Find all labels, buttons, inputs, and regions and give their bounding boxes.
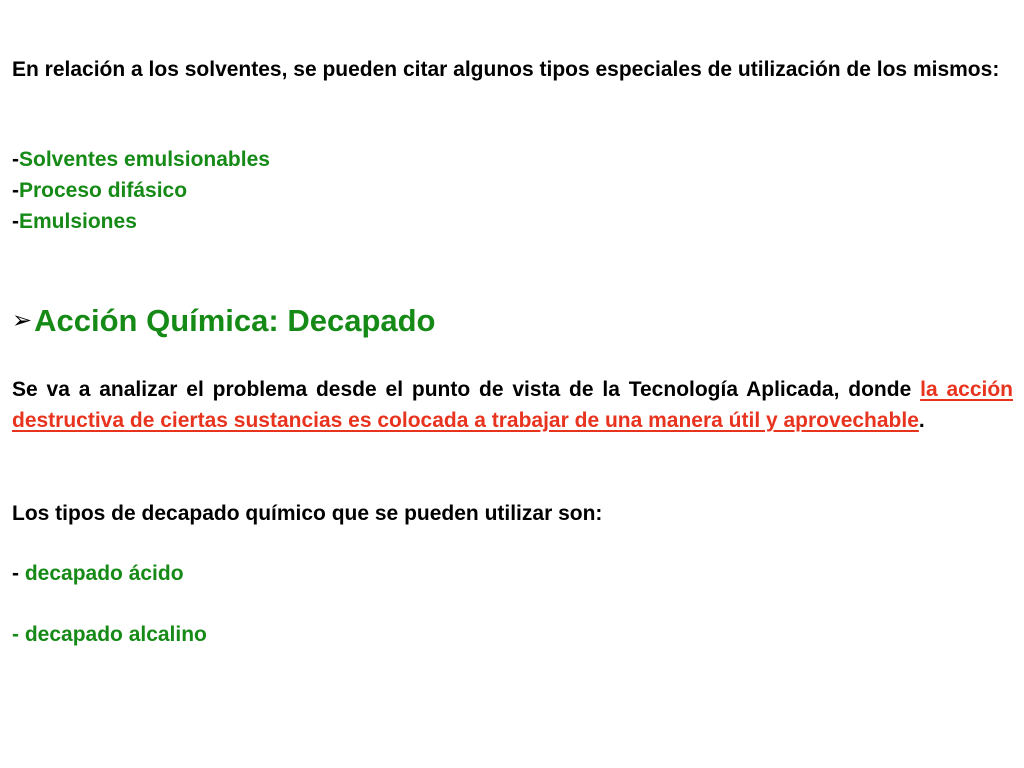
analysis-text: Se va a analizar el problema desde el punto de vista de la Tecnología Aplicada, donde — [12, 378, 921, 401]
decapado-types-intro: Los tipos de decapado químico que se pueden utilizar son: — [12, 502, 603, 525]
list-item-label: Proceso difásico — [19, 179, 188, 202]
list-item-label: decapado ácido — [24, 562, 184, 585]
decapado-list-item — [12, 558, 184, 589]
list-dash: - — [12, 623, 25, 646]
list-dash: - — [12, 210, 19, 233]
list-item-label: decapado alcalino — [24, 623, 207, 646]
list-item-label: Solventes emulsionables — [19, 148, 270, 171]
solvent-list-item — [12, 206, 137, 237]
highlighted-phrase: la acción destructiva de ciertas sustancias es colocada a trabajar de una manera útil y aprovechable — [12, 378, 1013, 432]
section-heading-title: Acción Química: Decapado — [34, 303, 436, 338]
list-dash: - — [12, 179, 19, 202]
decapado-list-item — [12, 619, 207, 650]
solvent-list-item — [12, 144, 270, 175]
solvent-list-item — [12, 175, 187, 206]
section-heading — [12, 300, 436, 341]
analysis-period: . — [918, 409, 925, 432]
analysis-paragraph — [12, 374, 1013, 436]
arrow-bullet-icon: ➢ — [12, 306, 33, 334]
intro-paragraph: En relación a los solventes, se pueden citar algunos tipos especiales de utilización de los mismos: — [12, 58, 1000, 81]
list-dash: - — [12, 562, 25, 585]
list-dash: - — [12, 148, 19, 171]
list-item-label: Emulsiones — [19, 210, 137, 233]
